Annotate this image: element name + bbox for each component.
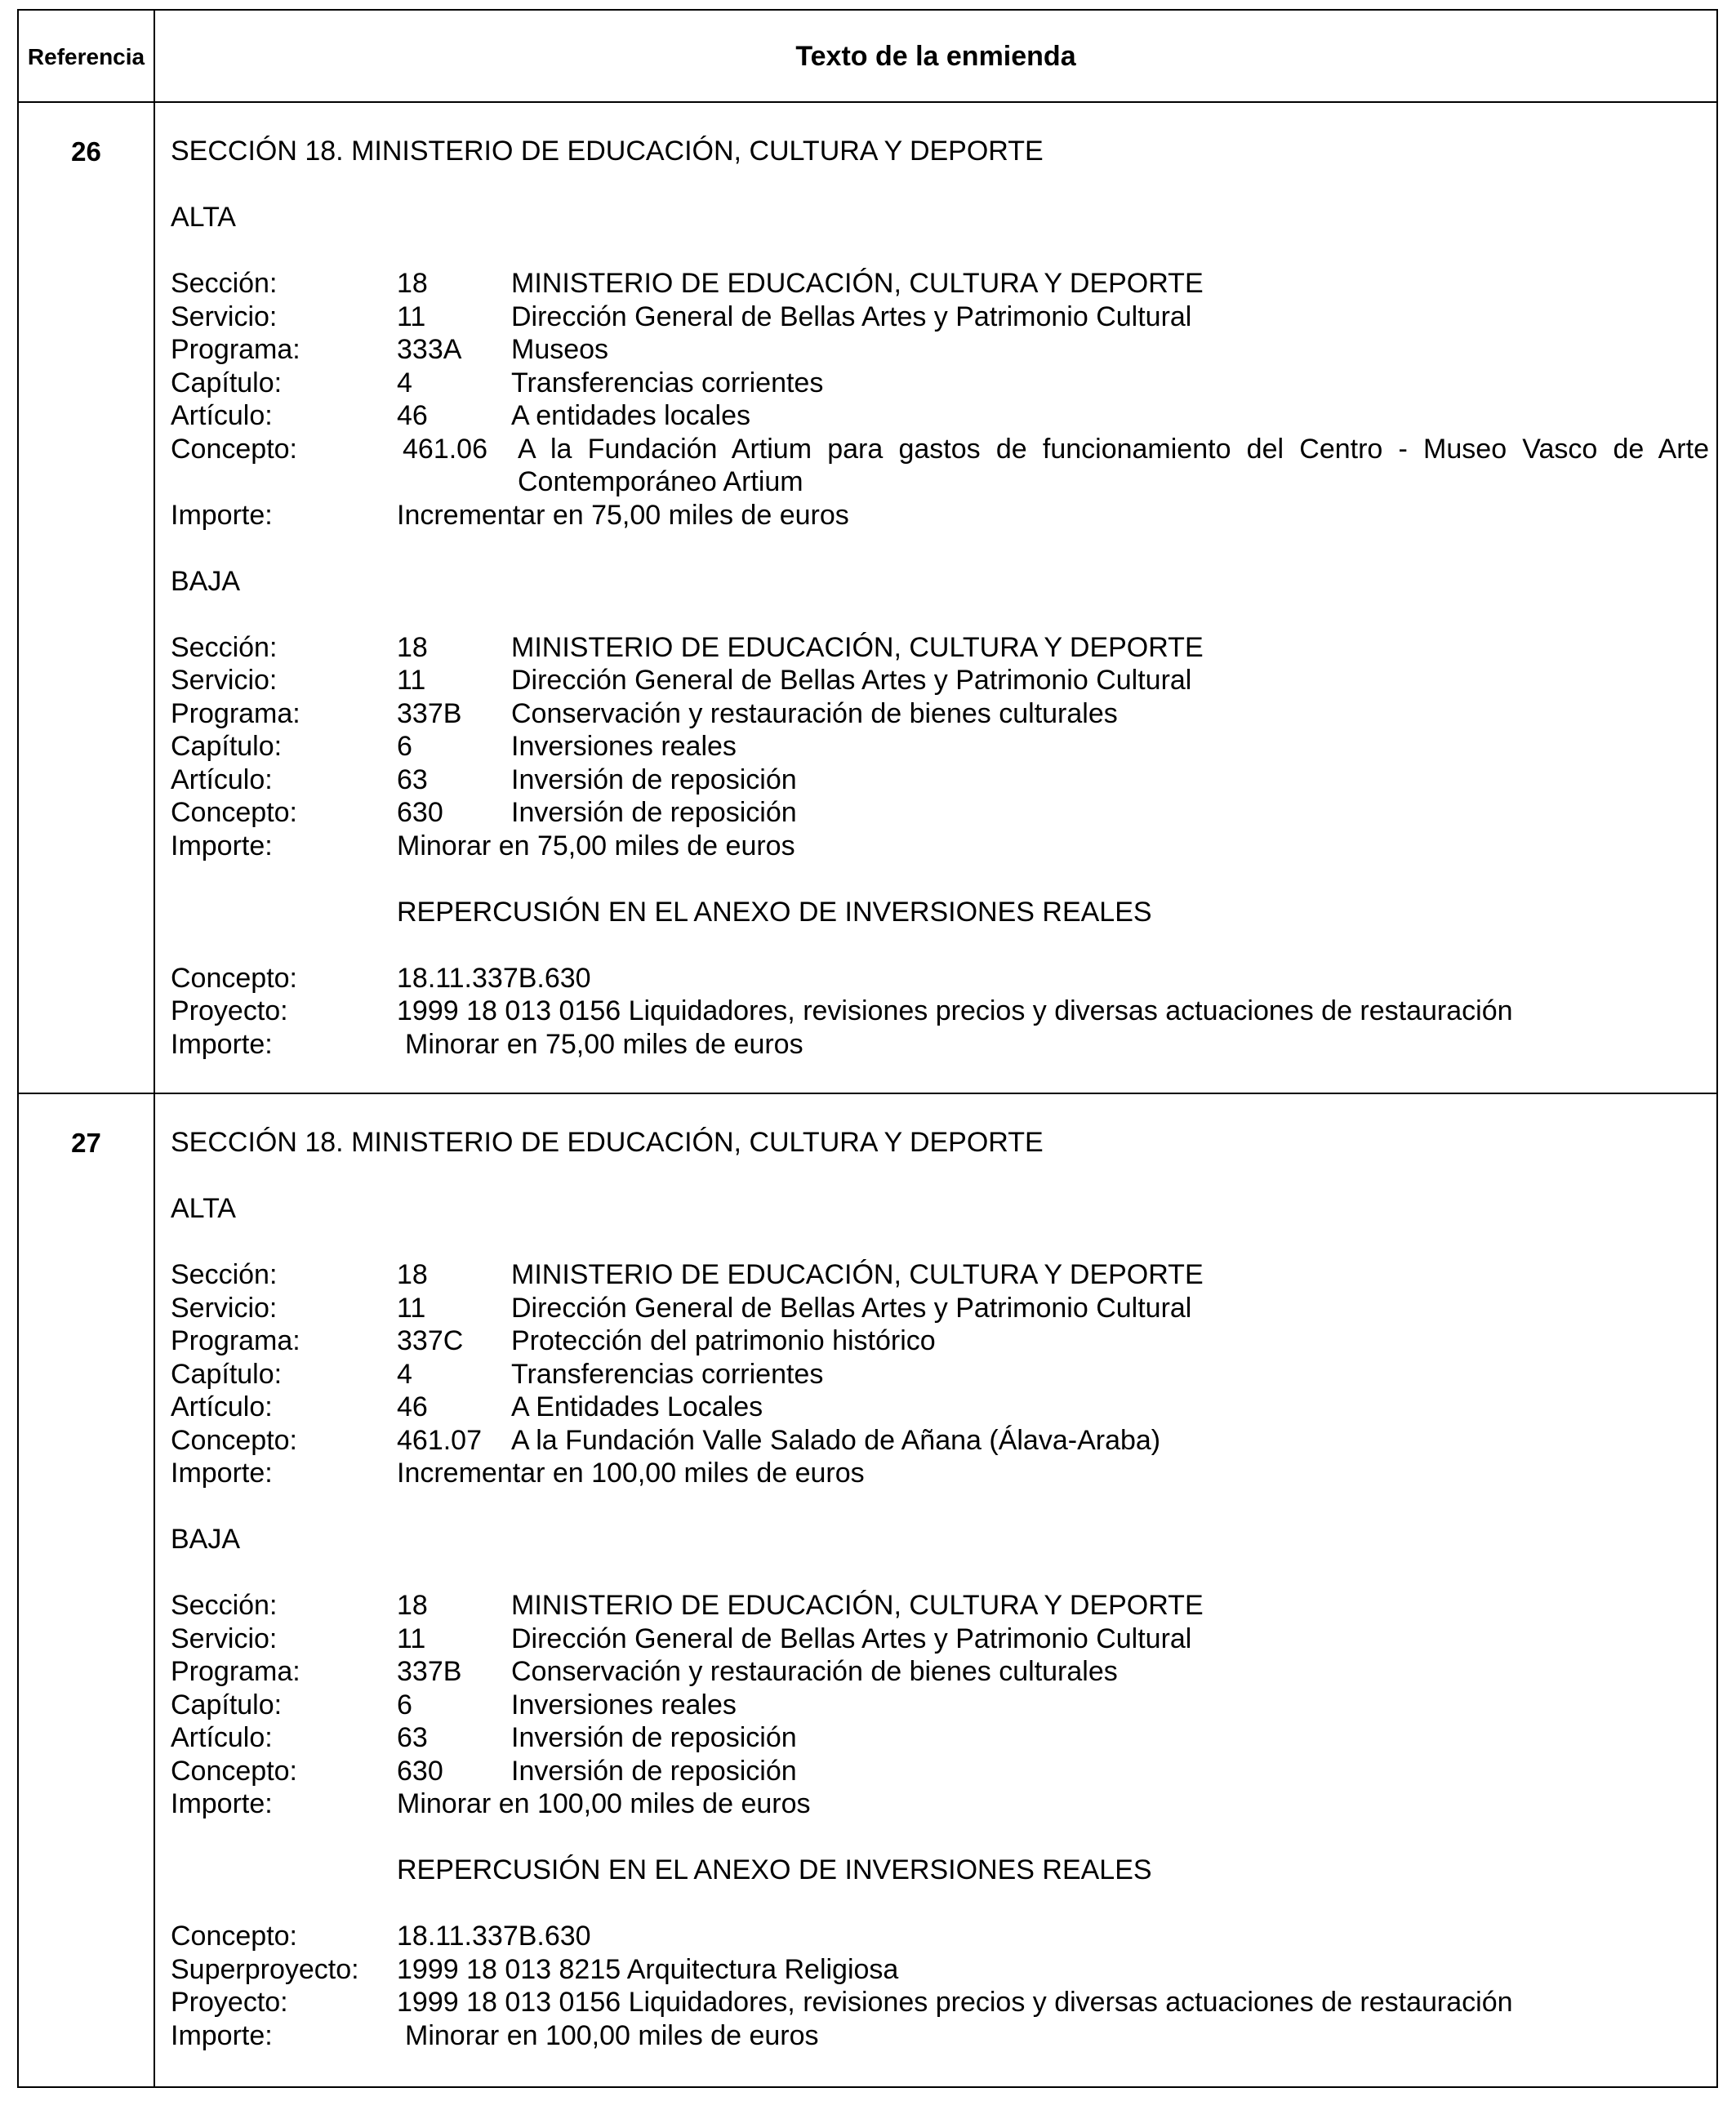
field-desc: A Entidades Locales xyxy=(511,1391,763,1422)
field-desc: A la Fundación Valle Salado de Añana (Álava-Araba) xyxy=(511,1424,1161,1456)
field-value: Minorar en 100,00 miles de euros xyxy=(405,2019,819,2051)
field-label: Programa: xyxy=(171,334,300,365)
field-desc: Inversión de reposición xyxy=(511,1722,797,1753)
field-row xyxy=(171,995,1709,1028)
field-label: Concepto: xyxy=(171,962,297,994)
field-label: Importe: xyxy=(171,1458,273,1489)
field-value: 1999 18 013 0156 Liquidadores, revisiones precios y diversas actuaciones de restauración xyxy=(397,995,1513,1026)
field-label: Programa: xyxy=(171,697,300,729)
field-code: 63 xyxy=(397,1722,428,1753)
header-texto-enmienda: Texto de la enmienda xyxy=(795,41,1076,72)
field-label: Importe: xyxy=(171,1788,273,1819)
field-row xyxy=(171,1358,1709,1391)
field-row xyxy=(171,2019,1709,2053)
field-label: Sección: xyxy=(171,1259,278,1290)
field-desc: Inversión de reposición xyxy=(511,1755,797,1787)
field-code: 6 xyxy=(397,731,412,762)
field-code: 6 xyxy=(397,1689,412,1720)
field-label: Artículo: xyxy=(171,400,273,431)
field-desc: MINISTERIO DE EDUCACIÓN, CULTURA Y DEPORTE xyxy=(511,1590,1204,1621)
field-value: Minorar en 100,00 miles de euros xyxy=(397,1788,811,1819)
field-label: Sección: xyxy=(171,631,278,663)
field-row xyxy=(171,367,1709,400)
field-row xyxy=(171,1292,1709,1325)
field-label: Capítulo: xyxy=(171,731,283,762)
field-row xyxy=(171,433,1709,499)
field-desc: A la Fundación Artium para gastos de funcionamiento del Centro - Museo Vasco de Arte Contemporáneo Artium xyxy=(518,433,1709,497)
field-row xyxy=(171,631,1709,665)
field-code: 4 xyxy=(397,367,412,398)
field-code: 63 xyxy=(397,763,428,795)
field-desc: Protección del patrimonio histórico xyxy=(511,1325,936,1356)
field-code: 337B xyxy=(397,697,462,729)
field-label: Artículo: xyxy=(171,1391,273,1422)
field-row xyxy=(171,1589,1709,1623)
field-label: Artículo: xyxy=(171,1722,273,1753)
field-row xyxy=(171,1689,1709,1722)
field-value: 18.11.337B.630 xyxy=(397,1921,591,1952)
field-label: Capítulo: xyxy=(171,1689,283,1720)
field-desc: Transferencias corrientes xyxy=(511,1358,824,1390)
field-desc: Dirección General de Bellas Artes y Patrimonio Cultural xyxy=(511,1292,1192,1324)
field-label: Concepto: xyxy=(171,1424,297,1456)
field-label: Sección: xyxy=(171,268,278,299)
field-row xyxy=(171,730,1709,763)
field-value: Minorar en 75,00 miles de euros xyxy=(397,830,795,861)
field-label: Artículo: xyxy=(171,763,273,795)
amendment-text xyxy=(171,135,1709,1061)
field-row xyxy=(171,697,1709,731)
field-desc: A entidades locales xyxy=(511,400,750,431)
amendments-table xyxy=(17,9,1718,2088)
field-row xyxy=(171,962,1709,995)
field-desc: Inversiones reales xyxy=(511,1689,737,1720)
field-code: 461.07 xyxy=(397,1424,482,1456)
alta-heading: ALTA xyxy=(171,202,236,233)
field-desc: MINISTERIO DE EDUCACIÓN, CULTURA Y DEPORTE xyxy=(511,631,1204,663)
field-row xyxy=(171,1655,1709,1689)
field-desc: Dirección General de Bellas Artes y Patrimonio Cultural xyxy=(511,300,1192,332)
field-code: 11 xyxy=(397,300,426,332)
section-title: SECCIÓN 18. MINISTERIO DE EDUCACIÓN, CULTURA Y DEPORTE xyxy=(171,136,1044,167)
field-row xyxy=(171,1457,1709,1490)
field-label: Concepto: xyxy=(171,433,297,465)
field-row xyxy=(171,1721,1709,1755)
field-code: 11 xyxy=(397,665,426,696)
baja-heading: BAJA xyxy=(171,1524,241,1555)
field-label: Proyecto: xyxy=(171,995,288,1026)
field-row xyxy=(171,1986,1709,2019)
field-code: 630 xyxy=(397,1755,443,1787)
field-label: Servicio: xyxy=(171,1292,278,1324)
field-code: 18 xyxy=(397,1590,428,1621)
field-code: 337C xyxy=(397,1325,464,1356)
row-reference: 27 xyxy=(71,1128,101,1158)
row-reference: 26 xyxy=(71,136,101,167)
section-title: SECCIÓN 18. MINISTERIO DE EDUCACIÓN, CULTURA Y DEPORTE xyxy=(171,1127,1044,1158)
field-label: Importe: xyxy=(171,2019,273,2051)
field-desc: Transferencias corrientes xyxy=(511,367,824,398)
field-label: Servicio: xyxy=(171,1623,278,1654)
field-row xyxy=(171,1391,1709,1424)
field-value: Incrementar en 100,00 miles de euros xyxy=(397,1458,865,1489)
field-row xyxy=(171,1258,1709,1292)
field-code: 4 xyxy=(397,1358,412,1390)
field-label: Concepto: xyxy=(171,1755,297,1787)
field-label: Servicio: xyxy=(171,665,278,696)
field-row xyxy=(171,1324,1709,1358)
field-code: 18 xyxy=(397,268,428,299)
field-code: 11 xyxy=(397,1292,426,1324)
field-row xyxy=(171,267,1709,300)
field-desc: Conservación y restauración de bienes culturales xyxy=(511,697,1118,729)
field-row xyxy=(171,1028,1709,1062)
field-desc: Inversiones reales xyxy=(511,731,737,762)
field-desc: MINISTERIO DE EDUCACIÓN, CULTURA Y DEPORTE xyxy=(511,1259,1204,1290)
field-value: Minorar en 75,00 miles de euros xyxy=(405,1028,803,1060)
field-label: Importe: xyxy=(171,499,273,531)
field-code: 11 xyxy=(397,1623,426,1654)
field-row xyxy=(171,333,1709,367)
anexo-heading: REPERCUSIÓN EN EL ANEXO DE INVERSIONES REALES xyxy=(397,1854,1152,1885)
field-desc: Inversión de reposición xyxy=(511,763,797,795)
field-label: Concepto: xyxy=(171,797,297,828)
field-label: Importe: xyxy=(171,830,273,861)
field-row xyxy=(171,796,1709,830)
field-row xyxy=(171,1424,1709,1458)
field-label: Programa: xyxy=(171,1656,300,1687)
field-label: Concepto: xyxy=(171,1921,297,1952)
field-row xyxy=(171,1920,1709,1953)
field-desc: Dirección General de Bellas Artes y Patrimonio Cultural xyxy=(511,665,1192,696)
field-value: 1999 18 013 8215 Arquitectura Religiosa xyxy=(397,1953,899,1985)
field-code: 337B xyxy=(397,1656,462,1687)
field-row xyxy=(171,1787,1709,1821)
baja-heading: BAJA xyxy=(171,565,241,597)
field-row xyxy=(171,1755,1709,1788)
field-label: Importe: xyxy=(171,1028,273,1060)
field-value: 18.11.337B.630 xyxy=(397,962,591,994)
field-label: Servicio: xyxy=(171,300,278,332)
field-desc: MINISTERIO DE EDUCACIÓN, CULTURA Y DEPORTE xyxy=(511,268,1204,299)
field-row xyxy=(171,763,1709,797)
field-row xyxy=(171,664,1709,697)
field-code: 461.06 xyxy=(403,433,487,465)
field-label: Sección: xyxy=(171,1590,278,1621)
field-label: Capítulo: xyxy=(171,1358,283,1390)
field-code: 46 xyxy=(397,400,428,431)
field-label: Programa: xyxy=(171,1325,300,1356)
field-row xyxy=(171,399,1709,433)
field-code: 18 xyxy=(397,631,428,663)
amendment-text xyxy=(171,1126,1709,2052)
field-label: Proyecto: xyxy=(171,1987,288,2018)
alta-heading: ALTA xyxy=(171,1193,236,1224)
row-divider xyxy=(19,1093,1716,1094)
field-desc: Museos xyxy=(511,334,609,365)
field-row xyxy=(171,1953,1709,1987)
field-code: 46 xyxy=(397,1391,428,1422)
field-value: 1999 18 013 0156 Liquidadores, revisiones precios y diversas actuaciones de restauración xyxy=(397,1987,1513,2018)
field-label: Superproyecto: xyxy=(171,1953,359,1985)
field-row xyxy=(171,499,1709,532)
header-referencia: Referencia xyxy=(27,43,145,69)
field-label: Capítulo: xyxy=(171,367,283,398)
field-row xyxy=(171,830,1709,863)
field-desc: Inversión de reposición xyxy=(511,797,797,828)
field-value: Incrementar en 75,00 miles de euros xyxy=(397,499,849,531)
field-row xyxy=(171,1623,1709,1656)
column-divider xyxy=(154,11,155,2086)
field-desc: Dirección General de Bellas Artes y Patrimonio Cultural xyxy=(511,1623,1192,1654)
field-desc: Conservación y restauración de bienes culturales xyxy=(511,1656,1118,1687)
field-code: 333A xyxy=(397,334,462,365)
field-code: 18 xyxy=(397,1259,428,1290)
field-row xyxy=(171,300,1709,334)
field-code: 630 xyxy=(397,797,443,828)
anexo-heading: REPERCUSIÓN EN EL ANEXO DE INVERSIONES REALES xyxy=(397,896,1152,928)
